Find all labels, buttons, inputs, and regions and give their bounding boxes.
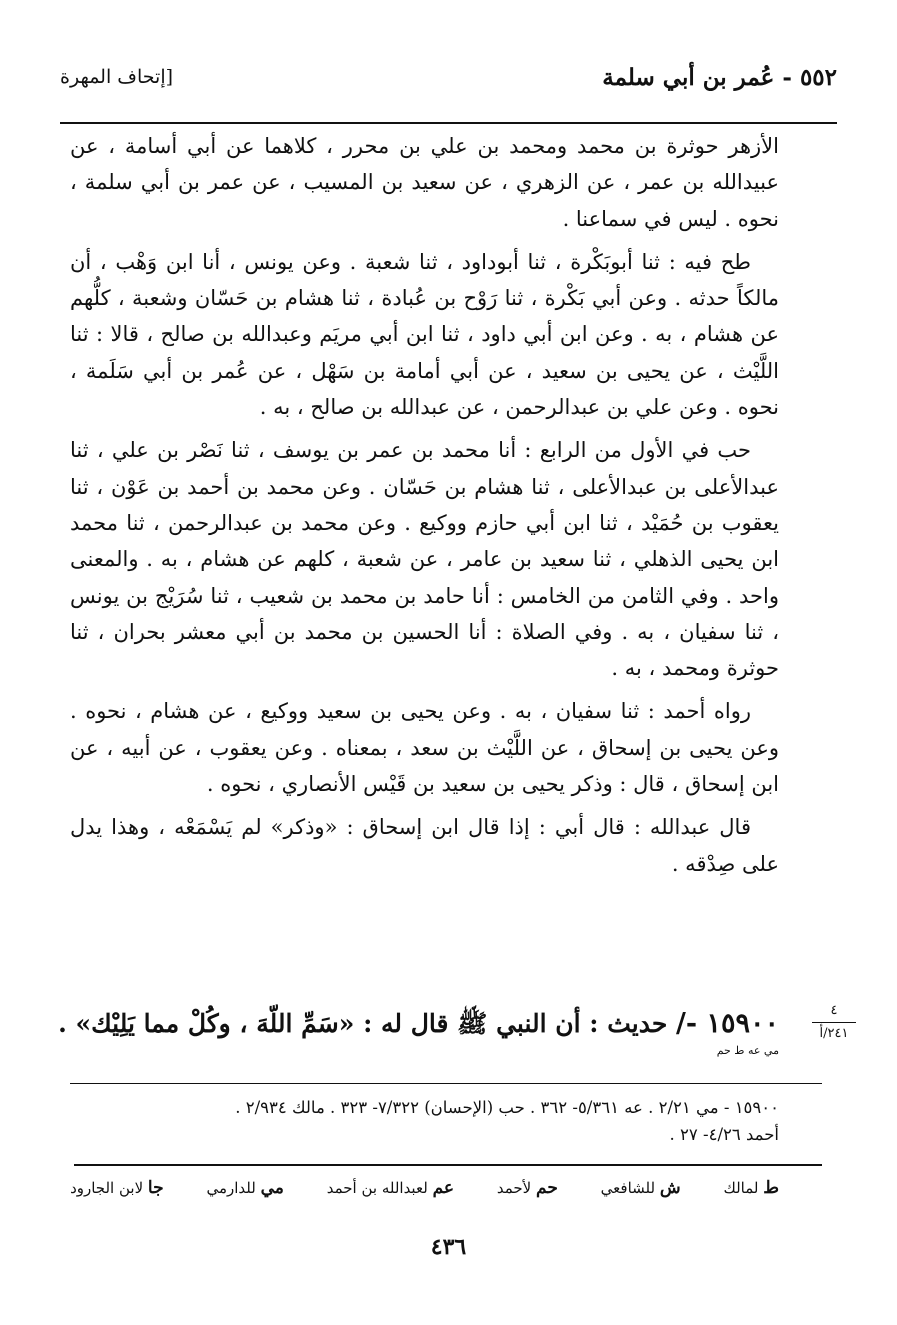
margin-volume: ٤ <box>830 1003 838 1018</box>
margin-reference <box>812 1002 856 1043</box>
footnote-line: أحمد ٤/٢٦- ٢٧ . <box>669 1125 779 1144</box>
abbreviations-key <box>70 1172 779 1204</box>
margin-page: ٢٤١/أ <box>819 1026 849 1041</box>
abbreviation-item: مي للدارمي <box>206 1178 284 1198</box>
paragraph: قال عبدالله : قال أبي : إذا قال ابن إسحاق : «وذكر» لم يَسْمَعْه ، وهذا يدل على صِدْقه . <box>70 815 779 876</box>
abbreviation-item: حم لأحمد <box>496 1178 558 1198</box>
abbreviations-divider <box>74 1164 822 1166</box>
header-divider <box>60 122 837 124</box>
paragraph: الأزهر حوثرة بن محمد ومحمد بن علي بن محرر ، كلاهما عن أبي أسامة ، عن عبيدالله بن عمر ، عن الزهري ، عن سعيد بن المسيب ، عن عمر بن أبي سلمة ، نحوه . ليس في سماعنا . <box>70 134 779 231</box>
paragraph: رواه أحمد : ثنا سفيان ، به . وعن يحيى بن سعيد ووكيع ، عن هشام ، نحوه . وعن يحيى بن إسحاق ، عن اللَّيْث بن سعد ، بمعناه . وعن يعقوب ، عن أبيه ، عن ابن إسحاق ، قال : وذكر يحيى بن سعيد بن قَيْس الأنصاري ، نحوه . <box>70 699 779 797</box>
margin-divider <box>812 1022 856 1023</box>
hadith-text: حديث : أن النبي ﷺ قال له : «سَمِّ اللّهَ ، وكُلْ مما يَلِيْك» . <box>58 1009 668 1038</box>
paragraph: حب في الأول من الرابع : أنا محمد بن عمر بن يوسف ، ثنا نَصْر بن علي ، ثنا عبدالأعلى بن عبدالأعلى ، ثنا هشام بن حَسّان . وعن محمد بن أحمد بن عَوْن ، ثنا يعقوب بن حُمَيْد ، ثنا ابن أبي حازم ووكيع . وعن محمد بن عبدالرحمن ، ثنا محمد ابن يحيى الذهلي ، ثنا سعيد بن عامر ، عن شعبة ، كلهم عن هشام ، به . والمعنى واحد . وفي الثامن من الخامس : أنا حامد بن محمد بن شعيب ، ثنا سُرَيْج بن يونس ، ثنا سفيان ، به . وفي الصلاة : أنا الحسين بن محمد بن أبي معشر بحران ، ثنا حوثرة ومحمد ، به . <box>70 438 779 681</box>
main-text <box>70 128 779 889</box>
page-number: ٤٣٦ <box>430 1234 467 1260</box>
abbreviation-item: ط لمالك <box>723 1178 779 1198</box>
hadith-entry <box>58 1008 779 1068</box>
hadith-source-codes: مي عه ط حم <box>716 1044 779 1057</box>
abbreviation-item: عم لعبدالله بن أحمد <box>326 1178 455 1198</box>
abbreviation-item: جا لابن الجارود <box>70 1178 164 1198</box>
footnote <box>72 1094 779 1148</box>
hadith-number: ١٥٩٠٠ -/ <box>676 1008 779 1039</box>
header-chapter-title: ٥٥٢ - عُمر بن أبي سلمة <box>602 64 837 91</box>
header-book-title: [إتحاف المهرة <box>60 66 174 88</box>
footnote-divider <box>70 1083 822 1084</box>
paragraph: طح فيه : ثنا أبوبَكْرة ، ثنا أبوداود ، ثنا شعبة . وعن يونس ، أنا ابن وَهْب ، أن مالكاً حدثه . وعن أبي بَكْرة ، ثنا رَوْح بن عُبادة ، ثنا هشام بن حَسّان وشعبة ، كلُّهم عن هشام ، به . وعن ابن أبي داود ، ثنا ابن أبي مريَم وعبدالله بن صالح ، قالا : ثنا اللَّيْث ، عن يحيى بن سعيد ، عن أبي أمامة بن سَهْل ، عن عُمر بن أبي سَلَمة ، نحوه . وعن علي بن عبدالرحمن ، عن عبدالله بن صالح ، به . <box>70 249 779 420</box>
footnote-line: ١٥٩٠٠ - مي ٢/٢١ . عه ٥/٣٦١- ٣٦٢ . حب (الإحسان) ٧/٣٢٢- ٣٢٣ . مالك ٢/٩٣٤ . <box>235 1098 779 1117</box>
running-header <box>60 58 837 98</box>
abbreviation-item: ش للشافعي <box>600 1178 681 1198</box>
